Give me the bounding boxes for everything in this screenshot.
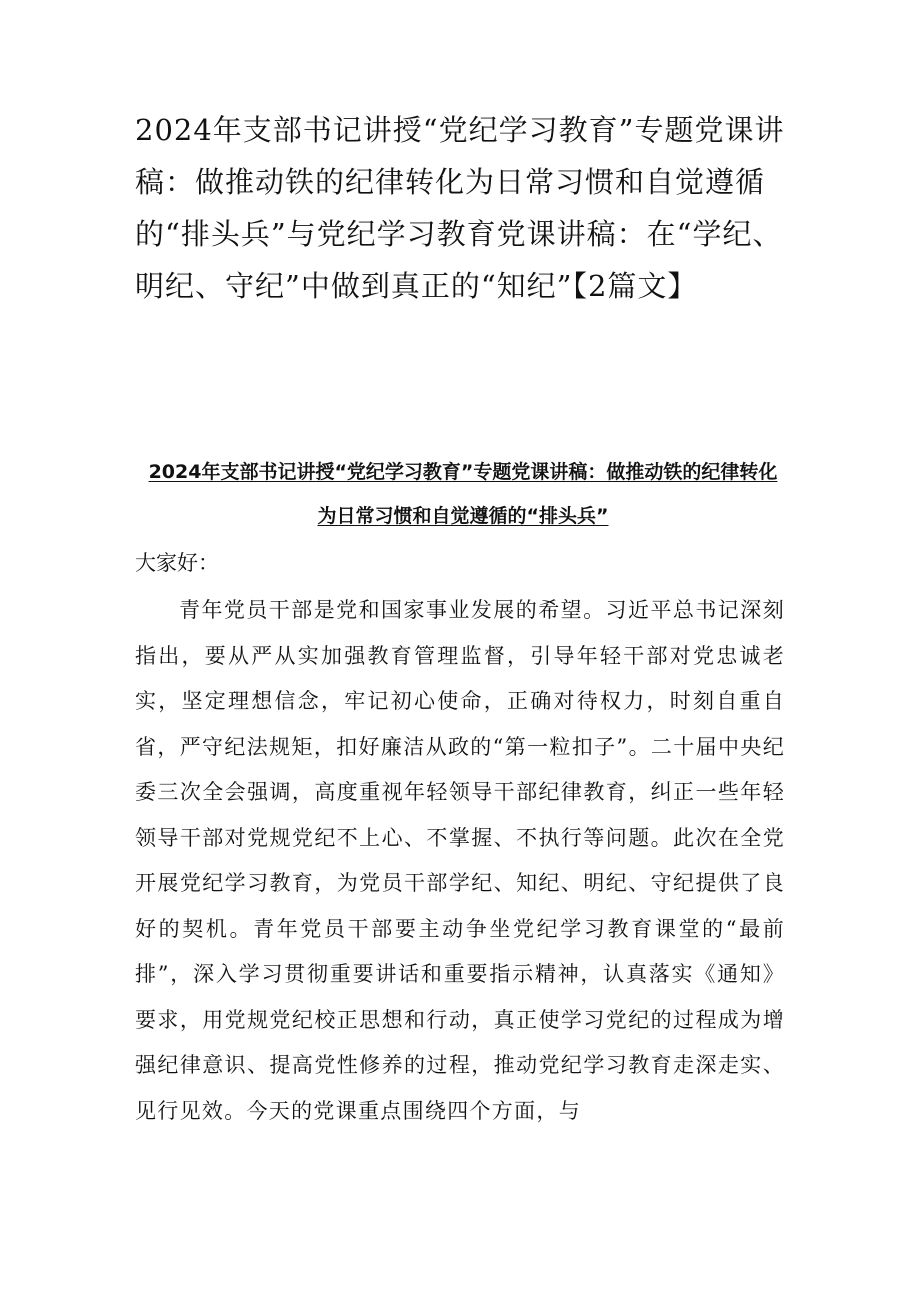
body-paragraph: 青年党员干部是党和国家事业发展的希望。习近平总书记深刻指出，要从严从实加强教育管理监督，引导年轻干部对党忠诚老实，坚定理想信念，牢记初心使命，正确对待权力，时刻自重自省，严守纪法规矩，扣好廉洁从政的“第一粒扣子”。二十届中央纪委三次全会强调，高度重视年轻领导干部纪律教育，纠正一些年轻领导干部对党规党纪不上心、不掌握、不执行等问题。此次在全党开展党纪学习教育，为党员干部学纪、知纪、明纪、守纪提供了良好的契机。青年党员干部要主动争坐党纪学习教育课堂的“最前排”，深入学习贯彻重要讲话和重要指示精神，认真落实《通知》要求，用党规党纪校正思想和行动，真正使学习党纪的过程成为增强纪律意识、提高党性修养的过程，推动党纪学习教育走深走实、见行见效。今天的党课重点围绕四个方面，与 <box>135 598 785 1123</box>
section-heading-line-2: 为日常习惯和自觉遵循的“排头兵” <box>317 505 609 527</box>
salutation: 大家好： <box>135 551 219 575</box>
document-title: 2024年支部书记讲授“党纪学习教育”专题党课讲稿：做推动铁的纪律转化为日常习惯和自觉遵循的“排头兵”与党纪学习教育党课讲稿：在“学纪、明纪、守纪”中做到真正的“知纪”【2篇文】 <box>135 113 785 303</box>
section-heading <box>128 450 798 538</box>
section-heading-line-1: 2024年支部书记讲授“党纪学习教育”专题党课讲稿：做推动铁的纪律转化 <box>148 461 778 483</box>
